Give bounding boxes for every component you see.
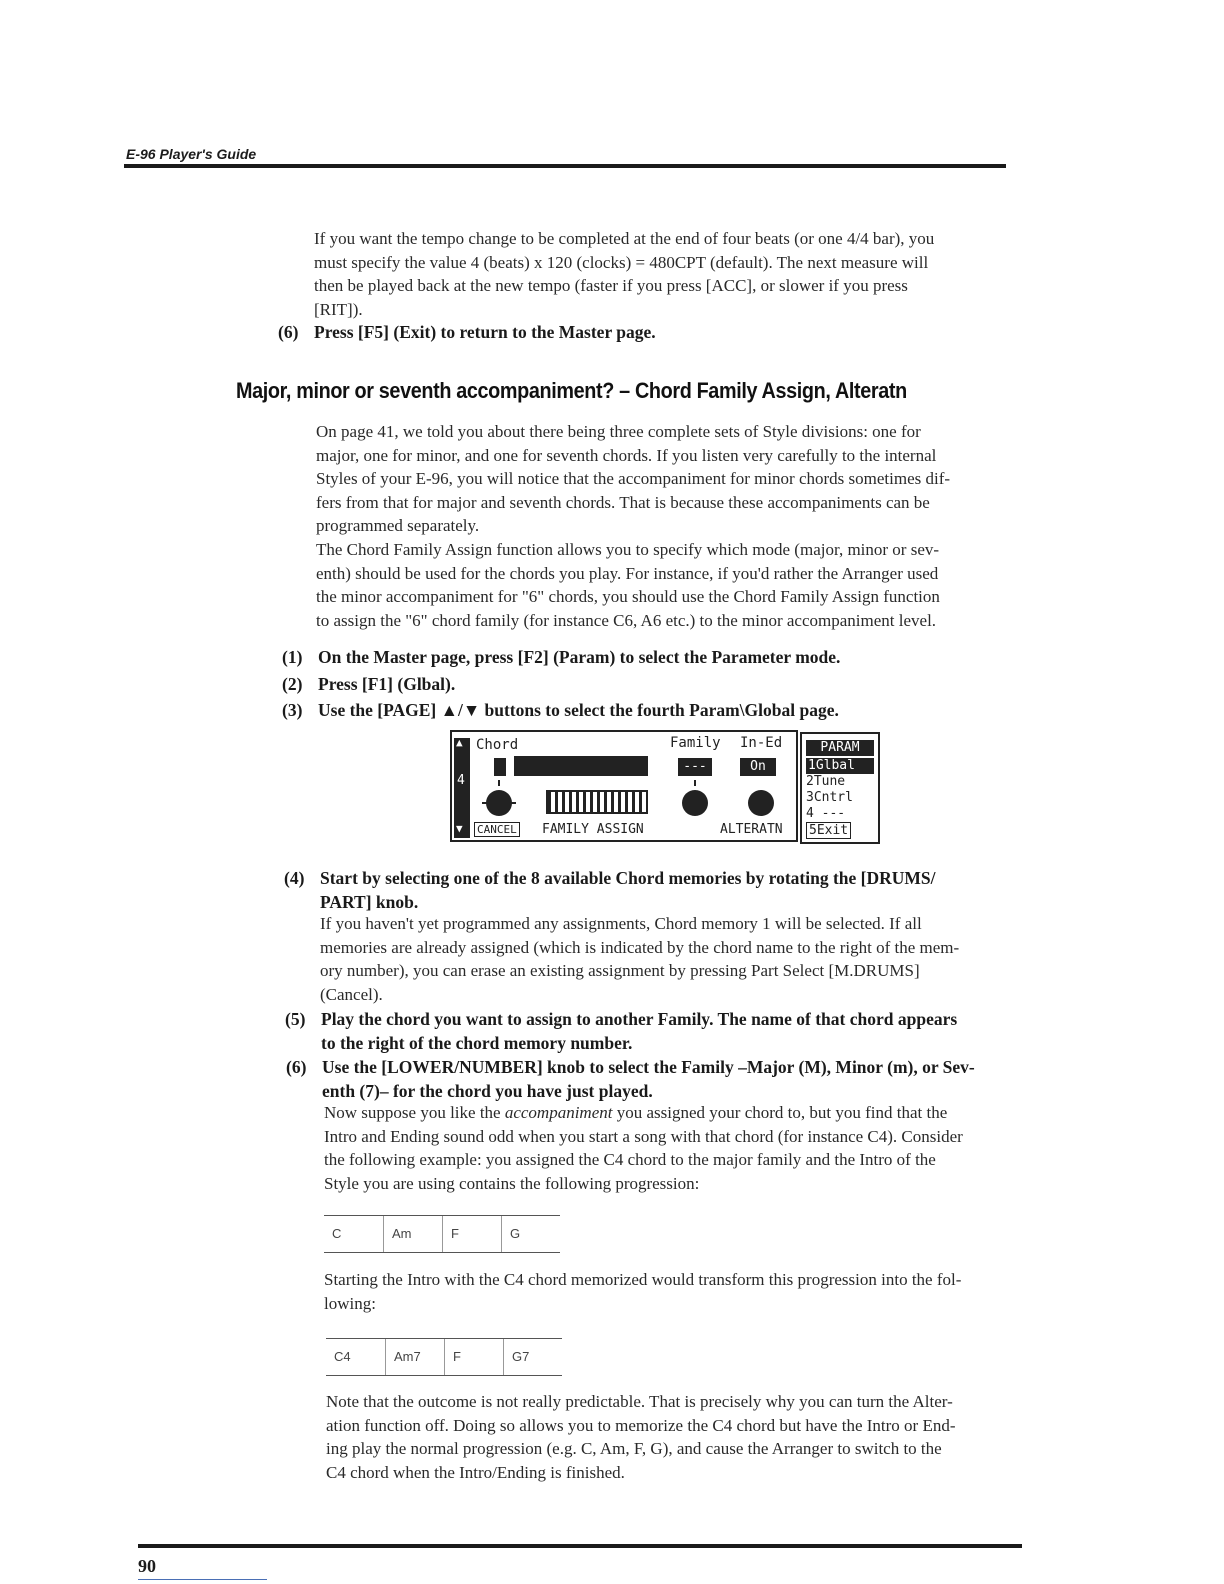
text-line: must specify the value 4 (beats) x 120 (clocks) = 480CPT (default). The next measure will xyxy=(314,252,929,272)
step-5 xyxy=(285,1007,1025,1055)
text-line: the minor accompaniment for "6" chords, you should use the Chord Family Assign function xyxy=(316,587,940,606)
text-line: ation function off. Doing so allows you to memorize the C4 chord but have the Intro or End- xyxy=(326,1415,956,1435)
text-line: Intro and Ending sound odd when you start a song with that chord (for instance C4). Consider xyxy=(324,1126,963,1146)
lcd-display xyxy=(450,730,882,846)
lower-number-knob-icon xyxy=(682,790,708,816)
menu-item-tune[interactable]: 2Tune xyxy=(806,774,846,789)
drums-part-knob-icon xyxy=(486,790,512,816)
text-line: Starting the Intro with the C4 chord memorized would transform this progression into the fol- xyxy=(324,1270,962,1289)
step-6 xyxy=(286,1055,1026,1103)
text-line: lowing: xyxy=(324,1293,376,1313)
text-line: The Chord Family Assign function allows you to specify which mode (major, minor or sev- xyxy=(316,540,940,559)
knob-tick xyxy=(694,780,696,786)
chord-name-field xyxy=(514,756,648,776)
step-prev-6 xyxy=(278,320,1018,344)
step-text xyxy=(322,1055,1026,1103)
text-line: On page 41, we told you about there being three complete sets of Style divisions: one for xyxy=(316,422,921,441)
footer-rule xyxy=(138,1544,1022,1548)
page-number: 90 xyxy=(138,1556,156,1576)
menu-item-cntrl[interactable]: 3Cntrl xyxy=(806,790,853,805)
footer-underline xyxy=(138,1579,267,1580)
text-line: If you want the tempo change to be completed at the end of four beats (or one 4/4 bar), you xyxy=(314,229,935,248)
step-text xyxy=(320,866,1024,914)
chord-cell: F xyxy=(442,1216,501,1252)
text-line: enth (7)– for the chord you have just played. xyxy=(322,1081,653,1101)
text-line: to the right of the chord memory number. xyxy=(321,1033,633,1053)
step-4 xyxy=(284,866,1024,914)
text-line: ing play the normal progression (e.g. C, Am, F, G), and cause the Arranger to switch to the xyxy=(326,1439,942,1458)
text-run: Now suppose you like the xyxy=(324,1103,505,1122)
chord-cell: F xyxy=(444,1339,503,1375)
step-number: (5) xyxy=(285,1009,306,1029)
step-text xyxy=(321,1007,1025,1055)
family-assign-label: FAMILY ASSIGN xyxy=(542,822,644,837)
intro-paragraph xyxy=(314,227,1014,321)
menu-item-exit[interactable]: 5Exit xyxy=(806,822,851,839)
text-line xyxy=(324,1101,1024,1125)
text-line: Start by selecting one of the 8 available Chord memories by rotating the [DRUMS/ xyxy=(320,868,936,888)
text-line: C4 chord when the Intro/Ending is finished. xyxy=(326,1462,625,1482)
running-header: E-96 Player's Guide xyxy=(126,146,257,162)
text-line: (Cancel). xyxy=(320,984,383,1004)
text-line: the following example: you assigned the C4 chord to the major family and the Intro of the xyxy=(324,1150,936,1169)
step-text: Press [F1] (Glbal). xyxy=(318,674,456,694)
param-menu-title: PARAM xyxy=(806,740,874,756)
transform-paragraph xyxy=(324,1268,1024,1315)
ined-label: In-Ed xyxy=(740,735,783,751)
text-line: Style you are using contains the following progression: xyxy=(324,1173,700,1193)
menu-item-glbal[interactable]: 1Glbal xyxy=(806,758,874,774)
text-line: If you haven't yet programmed any assignments, Chord memory 1 will be selected. If all xyxy=(320,914,922,933)
text-line: [RIT]). xyxy=(314,299,363,319)
text-line: PART] knob. xyxy=(320,892,419,912)
emphasis-text: accompaniment xyxy=(504,1103,613,1122)
page-up-icon: ▲ xyxy=(456,736,463,749)
step-text: Use the [PAGE] ▲/▼ buttons to select the fourth Param\Global page. xyxy=(318,700,839,720)
step-6-paragraph xyxy=(324,1101,1024,1195)
text-run: you assigned your chord to, but you find that the xyxy=(612,1103,948,1122)
closing-paragraph xyxy=(326,1390,1026,1484)
keyboard-icon xyxy=(546,790,648,814)
section-paragraph-1 xyxy=(316,420,1016,538)
text-line: major, one for minor, and one for seventh chords. If you listen very carefully to the internal xyxy=(316,445,937,465)
step-3 xyxy=(282,698,1022,722)
memory-number: 4 xyxy=(457,773,465,788)
chord-cell: C4 xyxy=(334,1349,351,1364)
alteratn-label: ALTERATN xyxy=(720,822,783,837)
chord-label: Chord xyxy=(476,737,519,753)
step-number: (2) xyxy=(282,674,303,694)
section-paragraph-2 xyxy=(316,538,1016,632)
step-number: (3) xyxy=(282,700,303,720)
alteratn-knob-icon xyxy=(748,790,774,816)
step-number: (4) xyxy=(284,868,305,888)
cancel-button[interactable]: CANCEL xyxy=(474,822,520,837)
text-line: to assign the "6" chord family (for instance C6, A6 etc.) to the minor accompaniment level. xyxy=(316,610,937,630)
chord-cell: G7 xyxy=(503,1339,562,1375)
text-line: Play the chord you want to assign to another Family. The name of that chord appears xyxy=(321,1009,958,1029)
text-line: enth) should be used for the chords you play. For instance, if you'd rather the Arranger used xyxy=(316,563,939,583)
text-line: Note that the outcome is not really predictable. That is precisely why you can turn the Alter- xyxy=(326,1392,953,1411)
section-heading: Major, minor or seventh accompaniment? – Chord Family Assign, Alteratn xyxy=(236,378,907,403)
chord-cell: G xyxy=(501,1216,560,1252)
step-number: (1) xyxy=(282,647,303,667)
step-text: On the Master page, press [F2] (Param) to select the Parameter mode. xyxy=(318,647,841,667)
step-1 xyxy=(282,645,1022,669)
chord-progression-original xyxy=(324,1215,560,1253)
step-text: Press [F5] (Exit) to return to the Master page. xyxy=(314,322,656,342)
text-line: fers from that for major and seventh chords. That is because these accompaniments can be xyxy=(316,492,930,512)
header-rule xyxy=(124,164,1006,168)
text-line: memories are already assigned (which is indicated by the chord name to the right of the mem- xyxy=(320,937,960,957)
family-value: --- xyxy=(678,758,712,776)
text-line: then be played back at the new tempo (faster if you press [ACC], or slower if you press xyxy=(314,276,908,295)
chord-progression-transformed xyxy=(326,1338,562,1376)
text-line: ory number), you can erase an existing assignment by pressing Part Select [M.DRUMS] xyxy=(320,961,920,980)
param-menu xyxy=(800,732,880,844)
chord-cell: Am xyxy=(383,1216,442,1252)
ined-value: On xyxy=(740,758,776,776)
chord-cell: C xyxy=(332,1226,342,1241)
text-line: Use the [LOWER/NUMBER] knob to select the Family –Major (M), Minor (m), or Sev- xyxy=(322,1057,975,1077)
text-line: Styles of your E-96, you will notice that the accompaniment for minor chords sometimes dif- xyxy=(316,469,951,488)
knob-tick xyxy=(498,780,500,786)
text-line: programmed separately. xyxy=(316,516,480,535)
step-4-paragraph xyxy=(320,912,1020,1006)
step-number: (6) xyxy=(286,1057,307,1077)
family-label: Family xyxy=(670,735,721,751)
chord-cell: Am7 xyxy=(385,1339,444,1375)
page-down-icon: ▼ xyxy=(456,822,463,835)
lcd-main-panel xyxy=(450,730,798,842)
step-2 xyxy=(282,672,1022,696)
menu-item-empty: 4 --- xyxy=(806,806,846,821)
step-number: (6) xyxy=(278,322,299,342)
chord-memory-indicator xyxy=(494,758,506,776)
